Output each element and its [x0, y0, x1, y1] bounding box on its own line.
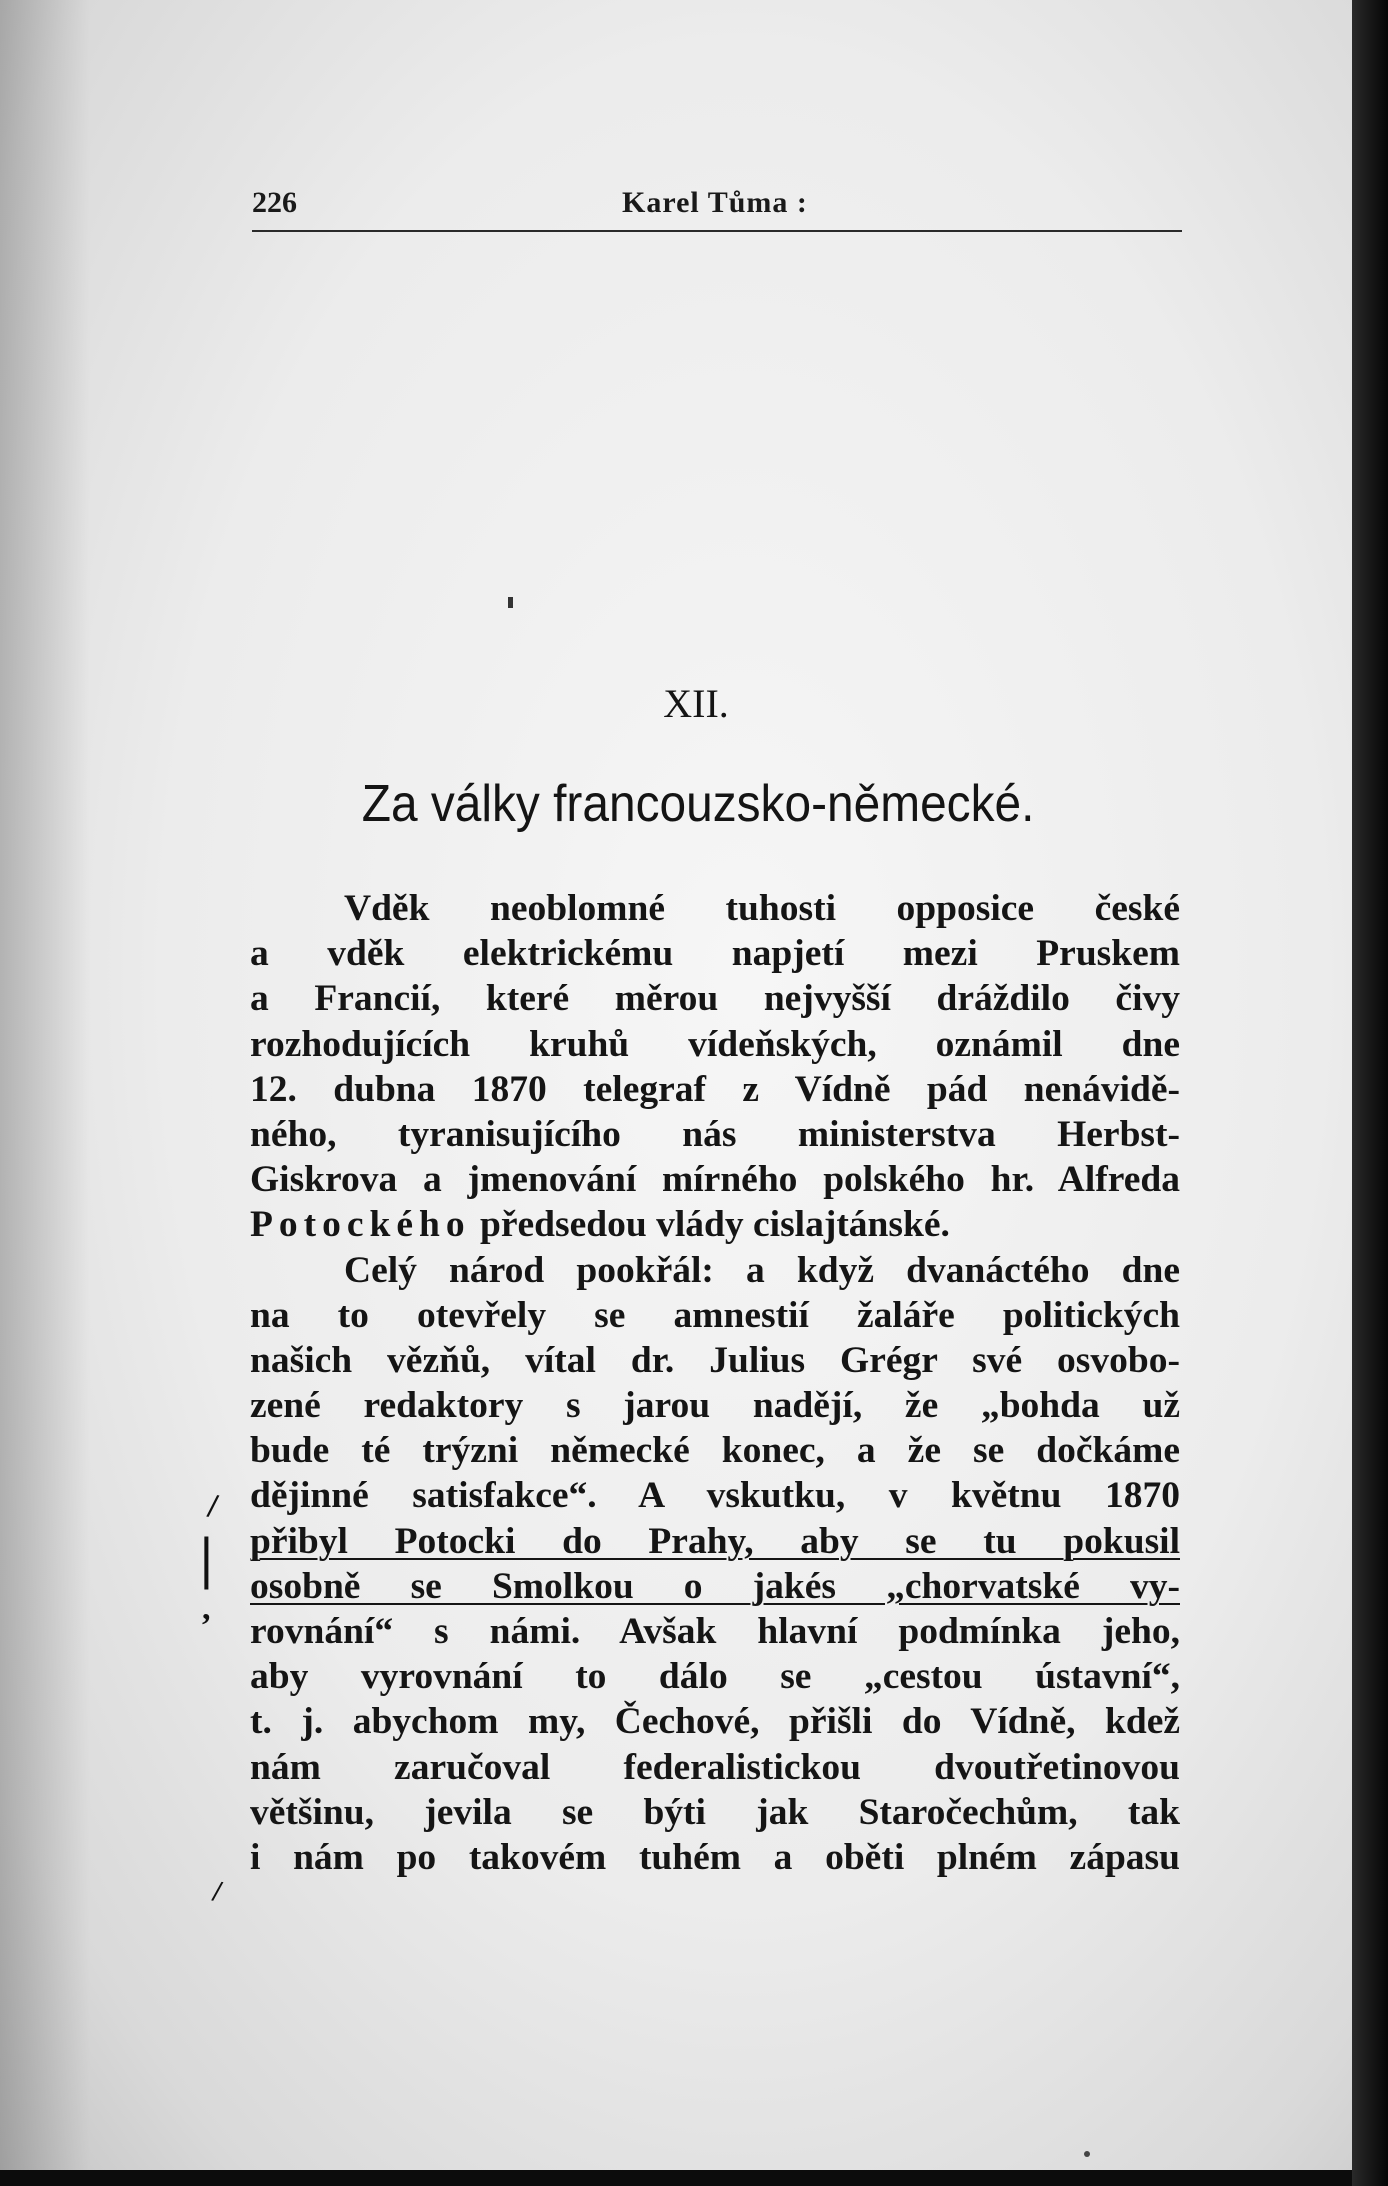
- text-line: a vděk elektrickému napjetí mezi Pruskem: [250, 933, 1180, 975]
- print-speck: [1084, 2151, 1090, 2157]
- text-line: bude té trýzni německé konec, a že se dočkáme: [250, 1430, 1180, 1472]
- margin-pencil-mark: |: [200, 1525, 213, 1590]
- text-line: i nám po takovém tuhém a oběti plném zápasu: [250, 1836, 1180, 1878]
- text-line: [250, 1202, 1180, 1247]
- text-line: Vděk neoblomné tuhosti opposice české: [344, 888, 1180, 929]
- book-spine-shadow: [1352, 0, 1388, 2186]
- text-line: rovnání“ s námi. Avšak hlavní podmínka jeho,: [250, 1611, 1180, 1652]
- text-line: 12. dubna 1870 telegraf z Vídně pád nenávidě-: [250, 1068, 1180, 1110]
- print-speck: [508, 597, 513, 608]
- text-line: na to otevřely se amnestií žaláře politických: [250, 1294, 1180, 1336]
- text-line: rozhodujících kruhů vídeňských, oznámil dne: [250, 1023, 1180, 1065]
- text-fragment: předsedou vlády cislajtánské.: [470, 1204, 950, 1246]
- body-text: [250, 886, 1180, 1880]
- chapter-title: Za války francouzsko-německé.: [361, 775, 1035, 833]
- text-line: ného, tyranisujícího nás ministerstva Herbst-: [250, 1113, 1180, 1155]
- text-line: zené redaktory s jarou nadějí, že „bohda už: [250, 1385, 1180, 1427]
- header-rule: [252, 230, 1182, 232]
- text-line: a Francií, které měrou nejvyšší dráždilo čivy: [250, 978, 1180, 1020]
- page-header: [252, 186, 1180, 230]
- text-line: našich vězňů, vítal dr. Julius Grégr své osvobo-: [250, 1339, 1180, 1381]
- text-line: většinu, jevila se býti jak Staročechům, tak: [250, 1791, 1180, 1833]
- spaced-name: Potockého: [250, 1204, 471, 1246]
- chapter-number: XII.: [663, 681, 729, 726]
- page-number: 226: [252, 186, 297, 219]
- text-line: Giskrova a jmenování mírného polského hr. Alfreda: [250, 1159, 1180, 1201]
- text-line: aby vyrovnání to dálo se „cestou ústavní“,: [250, 1656, 1180, 1698]
- text-line: t. j. abychom my, Čechové, přišli do Vídně, kdež: [250, 1701, 1180, 1743]
- underlined-text-line: přibyl Potocki do Prahy, aby se tu pokusil: [250, 1520, 1180, 1562]
- margin-pencil-mark: ,: [202, 1590, 211, 1627]
- running-head: Karel Tůma :: [622, 186, 808, 219]
- text-line: Celý národ pookřál: a když dvanáctého dne: [344, 1249, 1180, 1291]
- underlined-text-line: osobně se Smolkou o jakés „chorvatské vy-: [250, 1565, 1180, 1607]
- text-line: nám zaručoval federalistickou dvoutřetinovou: [250, 1746, 1180, 1788]
- margin-pencil-mark: /: [210, 1874, 225, 1909]
- text-line: dějinné satisfakce“. A vskutku, v květnu 1870: [250, 1475, 1180, 1517]
- margin-pencil-mark: /: [205, 1487, 221, 1526]
